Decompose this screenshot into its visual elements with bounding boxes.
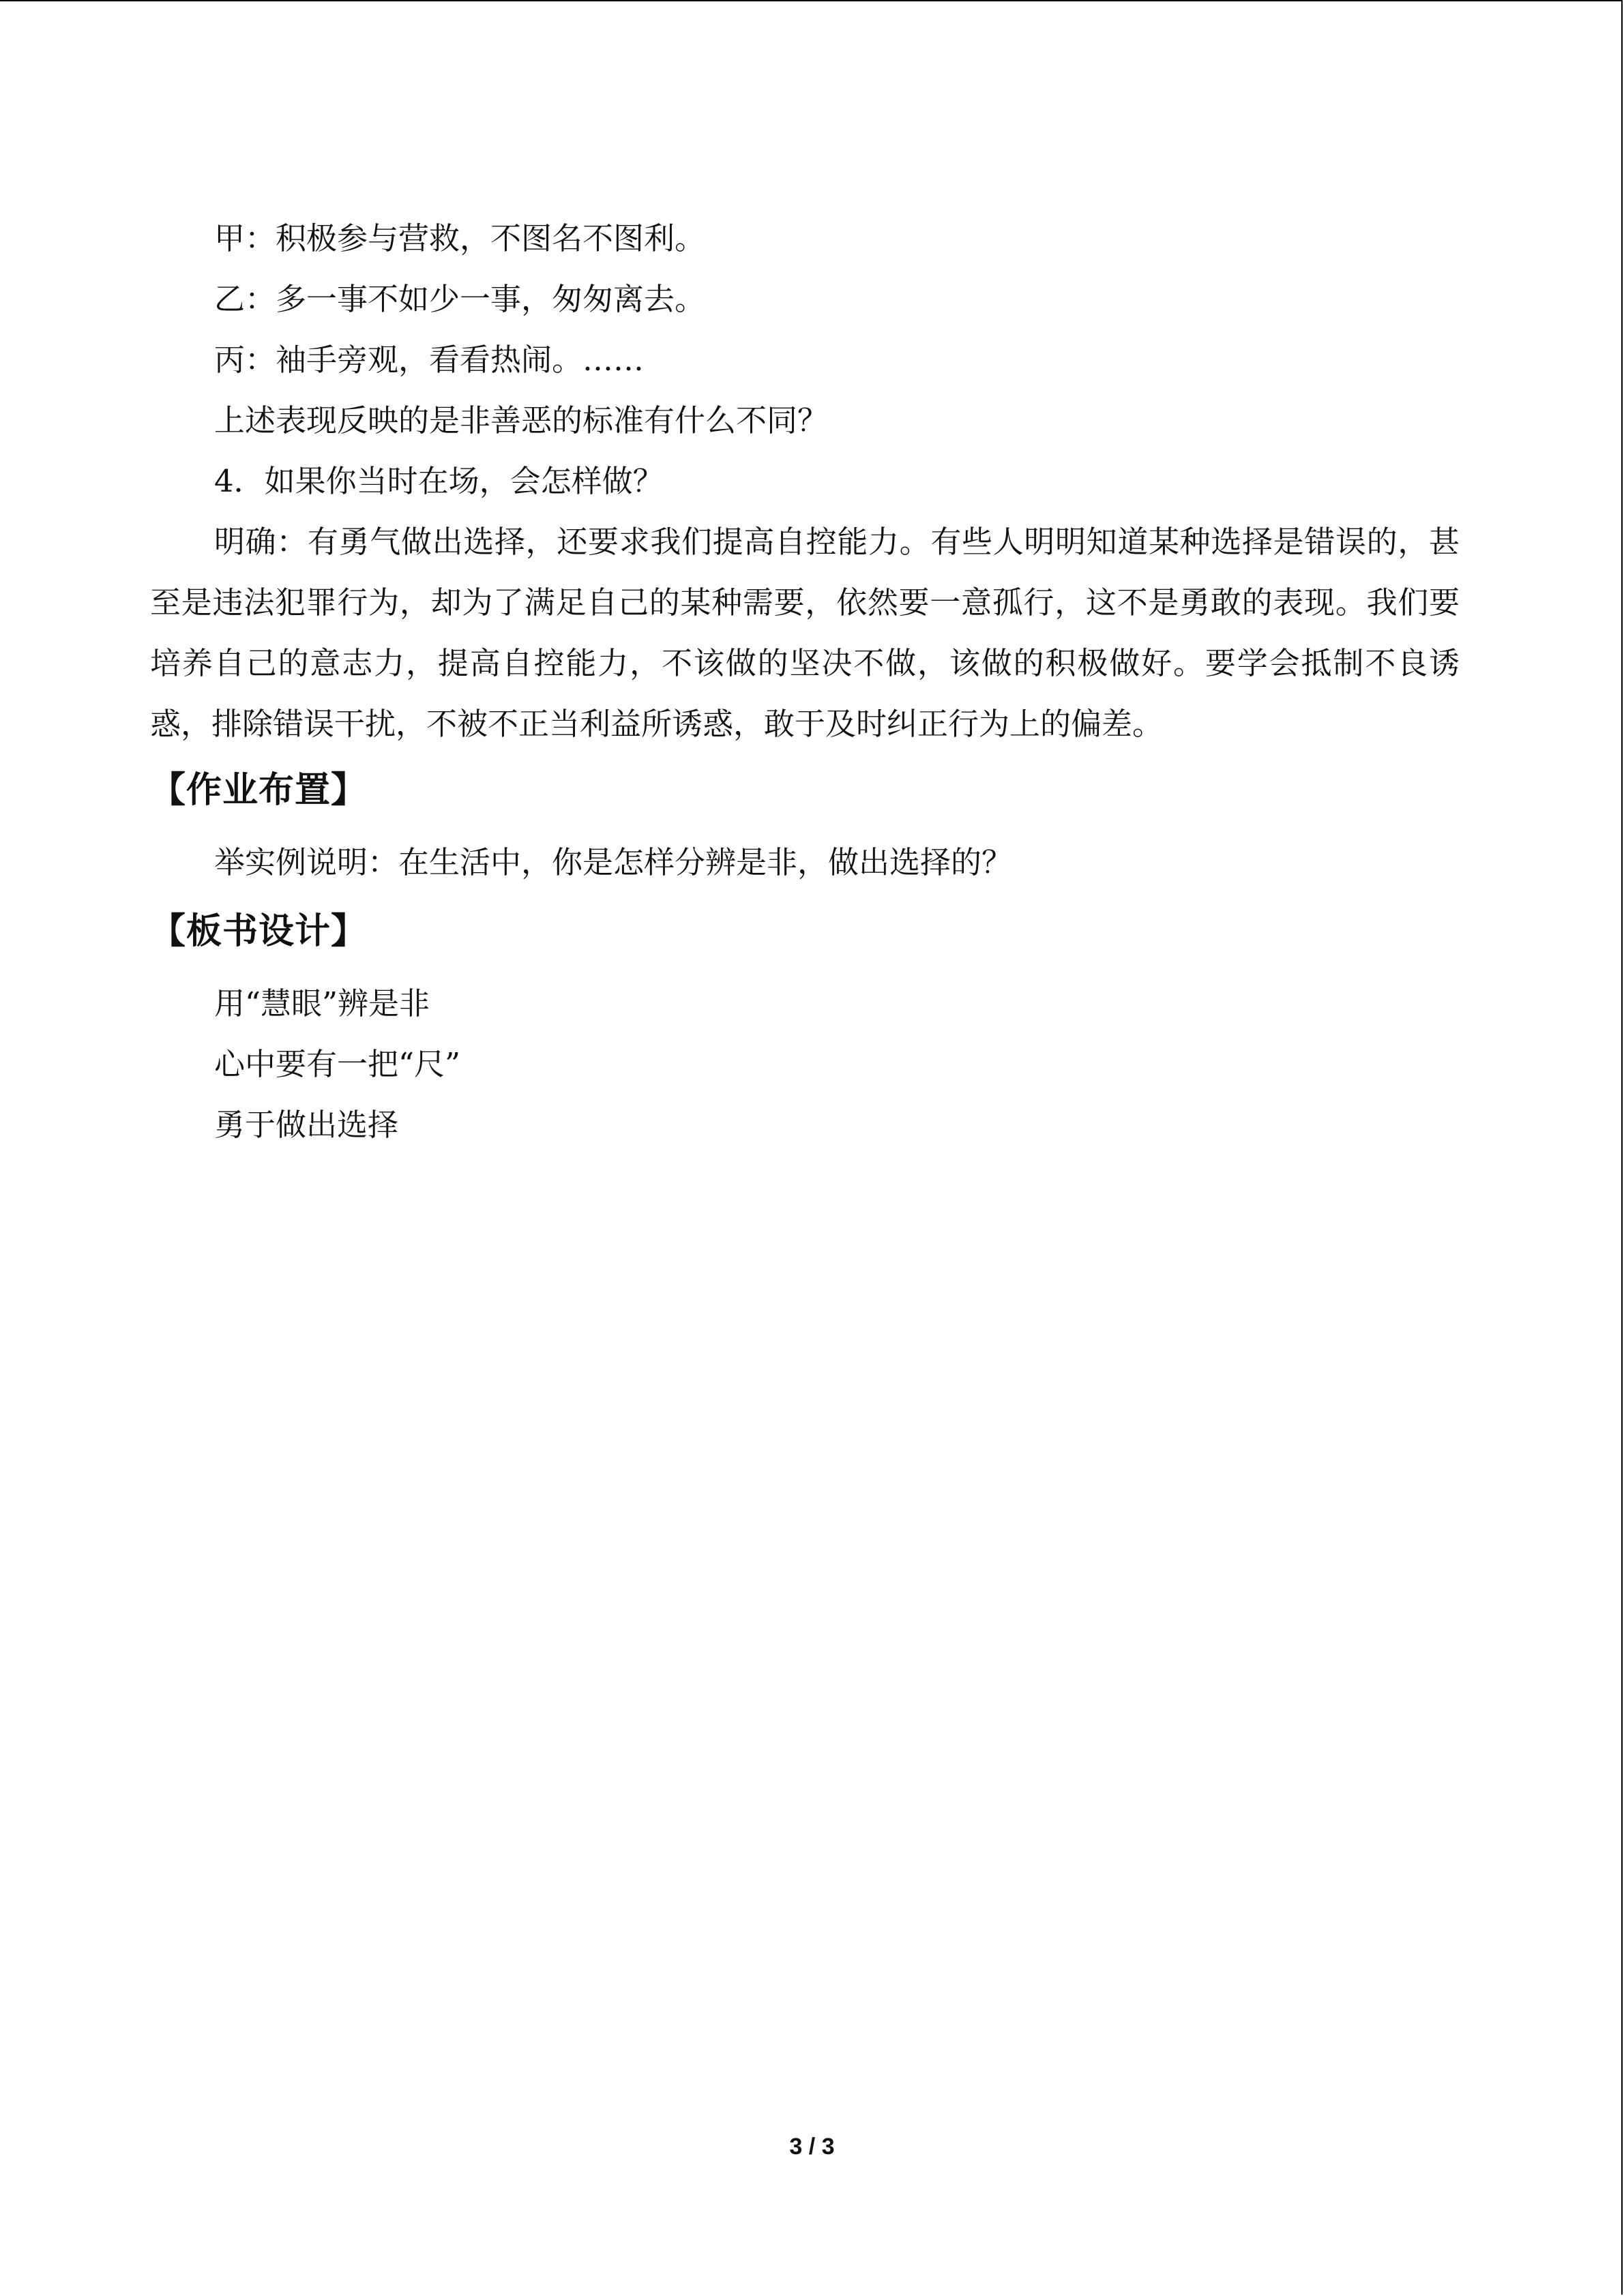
- board-item-3: 勇于做出选择: [214, 1107, 399, 1143]
- homework-text: 举实例说明：在生活中，你是怎样分辨是非，做出选择的？: [214, 844, 1013, 880]
- paragraph-question: 上述表现反映的是非善恶的标准有什么不同？: [214, 402, 829, 438]
- paragraph-jia: 甲：积极参与营救，不图名不图利。: [214, 220, 706, 256]
- board-item-2: 心中要有一把“尺”: [214, 1046, 461, 1082]
- board-design-heading: 【板书设计】: [150, 911, 368, 952]
- homework-heading: 【作业布置】: [150, 770, 368, 811]
- page-number: 3 / 3: [789, 2134, 835, 2160]
- paragraph-question-4: 4．如果你当时在场，会怎样做？: [214, 463, 664, 499]
- board-item-1: 用“慧眼”辨是非: [214, 985, 430, 1022]
- document-body: [150, 208, 1460, 1155]
- paragraph-yi: 乙：多一事不如少一事，匆匆离去。: [214, 281, 706, 317]
- paragraph-clarify: 明确：有勇气做出选择，还要求我们提高自控能力。有些人明明知道某种选择是错误的，甚至是违法犯罪行为，却为了满足自己的某种需要，依然要一意孤行，这不是勇敢的表现。我们要培养自己的意志力，提高自控能力，不该做的坚决不做，该做的积极做好。要学会抵制不良诱惑，排除错误干扰，不被不正当利益所诱惑，敢于及时纠正行为上的偏差。: [150, 524, 1460, 742]
- paragraph-bing: 丙：袖手旁观，看看热闹。……: [214, 342, 645, 378]
